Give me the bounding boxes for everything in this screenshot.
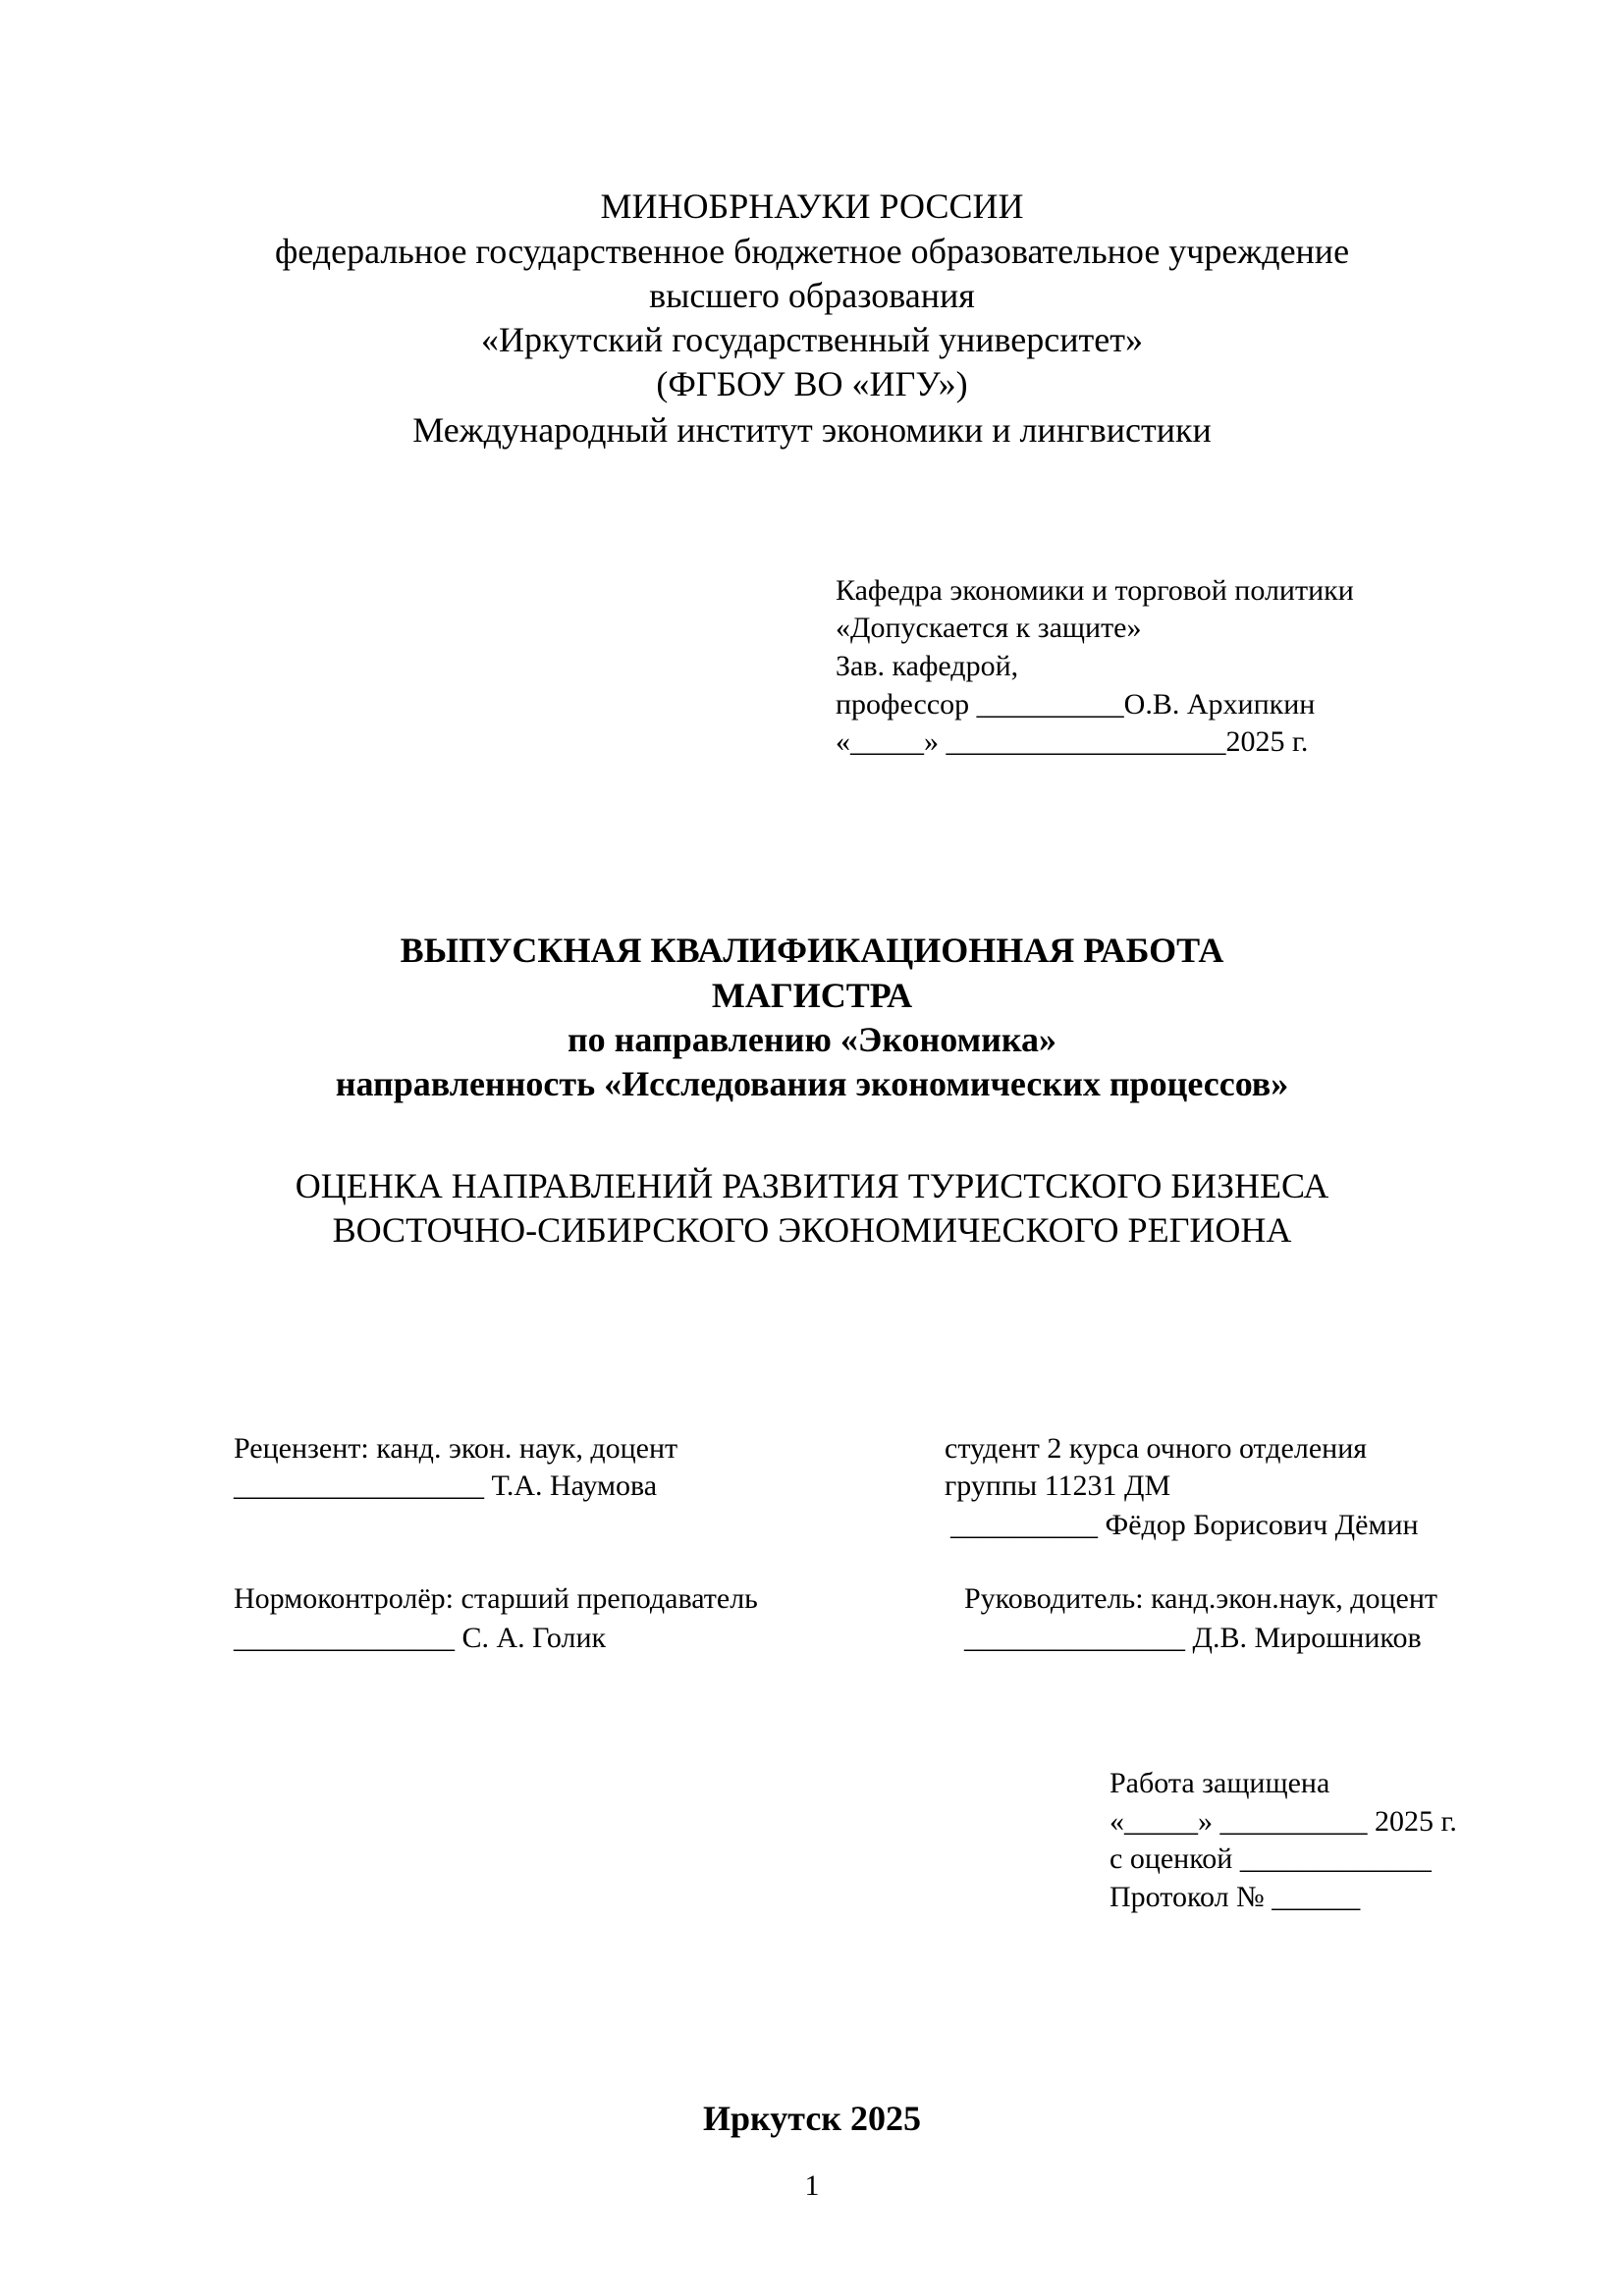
institution-type-line: федеральное государственное бюджетное образовательное учреждение: [274, 232, 1350, 271]
defense-date-line: «_____» __________ 2025 г.: [1110, 1805, 1457, 1838]
ministry-line: МИНОБРНАУКИ РОССИИ: [600, 187, 1024, 226]
defended-line: Работа защищена: [1110, 1767, 1330, 1799]
approval-date-line: «_____» ___________________2025 г.: [836, 725, 1309, 758]
normcontroller-signature-line: _______________ С. А. Голик: [234, 1622, 607, 1654]
supervisor-signature-line: _______________ Д.В. Мирошников: [964, 1622, 1422, 1654]
institute-line: Международный институт экономики и лингвистики: [412, 410, 1212, 450]
topic-line-2: ВОСТОЧНО-СИБИРСКОГО ЭКОНОМИЧЕСКОГО РЕГИОНА: [332, 1210, 1292, 1250]
supervisor-title-line: Руководитель: канд.экон.наук, доцент: [964, 1582, 1438, 1615]
topic-line-1: ОЦЕНКА НАПРАВЛЕНИЙ РАЗВИТИЯ ТУРИСТСКОГО БИЗНЕСА: [295, 1166, 1329, 1205]
specialization-line: направленность «Исследования экономических процессов»: [335, 1064, 1289, 1103]
head-of-department-line: Зав. кафедрой,: [836, 650, 1019, 682]
work-type-line: ВЫПУСКНАЯ КВАЛИФИКАЦИОННАЯ РАБОТА: [400, 931, 1224, 970]
student-signature-line: __________ Фёдор Борисович Дёмин: [950, 1509, 1419, 1541]
reviewer-title-line: Рецензент: канд. экон. наук, доцент: [234, 1432, 678, 1465]
reviewer-signature-line: _________________ Т.А. Наумова: [234, 1469, 658, 1502]
student-group-line: группы 11231 ДМ: [945, 1469, 1171, 1502]
degree-line: МАГИСТРА: [711, 976, 913, 1015]
admitted-line: «Допускается к защите»: [836, 612, 1142, 644]
student-course-line: студент 2 курса очного отделения: [945, 1432, 1368, 1465]
field-line: по направлению «Экономика»: [567, 1020, 1057, 1059]
university-name-line: «Иркутский государственный университет»: [481, 320, 1143, 359]
professor-signature-line: профессор __________О.В. Архипкин: [836, 688, 1316, 721]
university-abbr-line: (ФГБОУ ВО «ИГУ»): [656, 364, 968, 403]
department-line: Кафедра экономики и торговой политики: [836, 574, 1354, 607]
education-level-line: высшего образования: [649, 276, 975, 315]
grade-line: с оценкой _____________: [1110, 1842, 1432, 1875]
page-number: 1: [804, 2169, 820, 2202]
normcontroller-title-line: Нормоконтролёр: старший преподаватель: [234, 1582, 758, 1615]
protocol-line: Протокол № ______: [1110, 1881, 1361, 1913]
city-year: Иркутск 2025: [702, 2099, 922, 2138]
